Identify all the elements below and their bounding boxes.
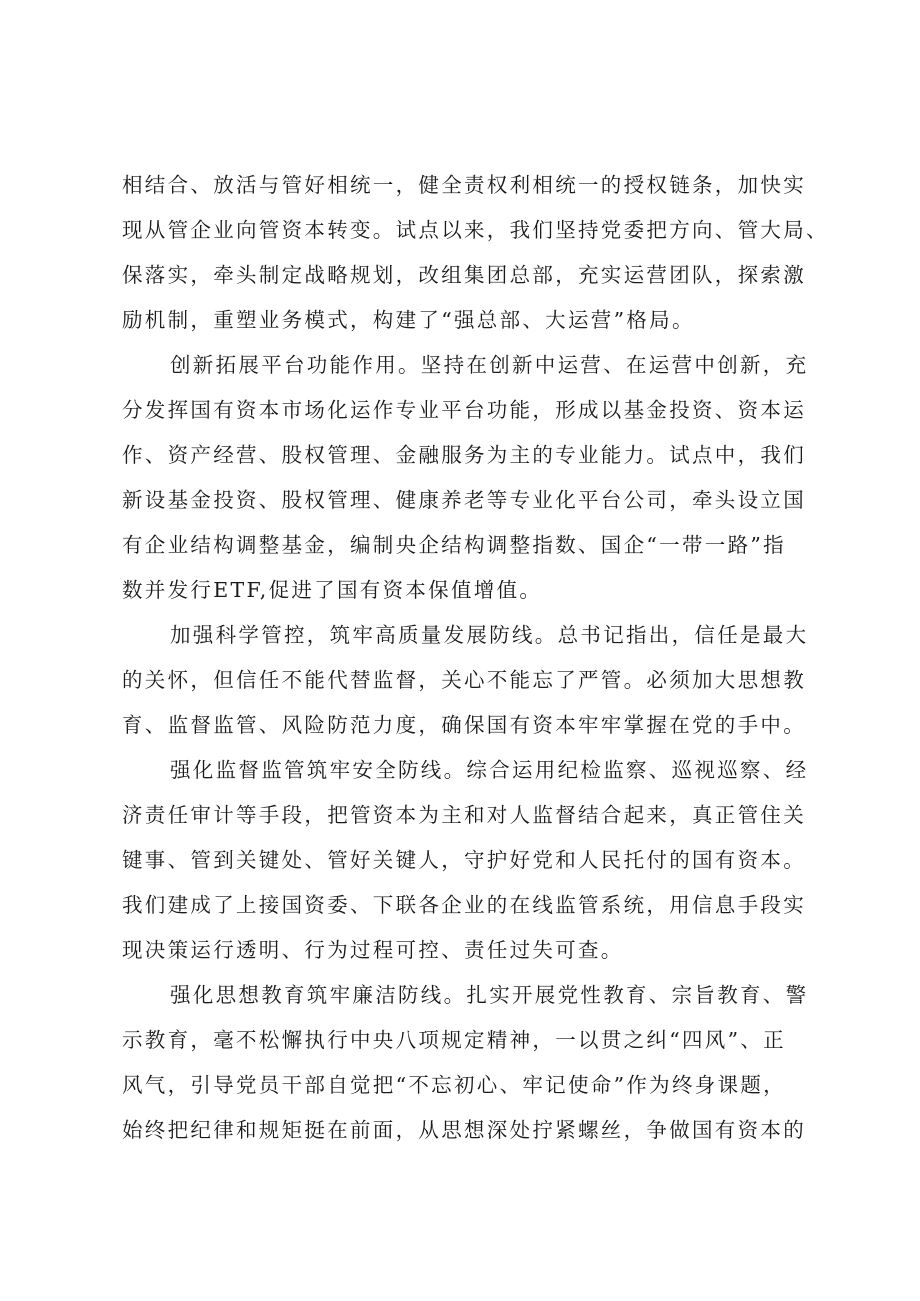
text-line: 作、资产经营、股权管理、金融服务为主的专业能力。试点中，我们 bbox=[122, 443, 806, 467]
text-line: 保落实，牵头制定战略规划，改组集团总部，充实运营团队，探索激 bbox=[122, 263, 806, 287]
text-line: 励机制，重塑业务模式，构建了“强总部、大运营”格局。 bbox=[122, 308, 695, 332]
text-line: 的关怀，但信任不能代替监督，关心不能忘了严管。必须加大思想教 bbox=[122, 668, 806, 692]
text-line: 相结合、放活与管好相统一，健全责权利相统一的授权链条，加快实 bbox=[122, 173, 806, 197]
text-line: 数并发行ETF,促进了国有资本保值增值。 bbox=[122, 578, 543, 602]
text-line: 育、监督监管、风险防范力度，确保国有资本牢牢掌握在党的手中。 bbox=[122, 713, 806, 737]
paragraph-start-line: 加强科学管控，筑牢高质量发展防线。总书记指出，信任是最大 bbox=[170, 623, 809, 647]
paragraph-start-line: 强化监督监管筑牢安全防线。综合运用纪检监察、巡视巡察、经 bbox=[170, 758, 809, 782]
paragraph-start-line: 创新拓展平台功能作用。坚持在创新中运营、在运营中创新，充 bbox=[170, 353, 809, 377]
text-line: 有企业结构调整基金，编制央企结构调整指数、国企“一带一路”指 bbox=[122, 533, 786, 557]
text-line: 始终把纪律和规矩挺在前面，从思想深处拧紧螺丝，争做国有资本的 bbox=[122, 1118, 806, 1142]
text-line: 示教育，毫不松懈执行中央八项规定精神，一以贯之纠“四风”、正 bbox=[122, 1028, 786, 1052]
text-line: 济责任审计等手段，把管资本为主和对人监督结合起来，真正管住关 bbox=[122, 803, 806, 827]
text-line: 我们建成了上接国资委、下联各企业的在线监管系统，用信息手段实 bbox=[122, 893, 806, 917]
text-line: 风气，引导党员干部自觉把“不忘初心、牢记使命”作为终身课题， bbox=[122, 1073, 786, 1097]
text-line: 分发挥国有资本市场化运作专业平台功能，形成以基金投资、资本运 bbox=[122, 398, 806, 422]
text-line: 现决策运行透明、行为过程可控、责任过失可查。 bbox=[122, 938, 624, 962]
text-line: 新设基金投资、股权管理、健康养老等专业化平台公司，牵头设立国 bbox=[122, 488, 806, 512]
text-line: 键事、管到关键处、管好关键人，守护好党和人民托付的国有资本。 bbox=[122, 848, 806, 872]
paragraph-start-line: 强化思想教育筑牢廉洁防线。扎实开展党性教育、宗旨教育、警 bbox=[170, 983, 809, 1007]
text-line: 现从管企业向管资本转变。试点以来，我们坚持党委把方向、管大局、 bbox=[122, 218, 829, 242]
